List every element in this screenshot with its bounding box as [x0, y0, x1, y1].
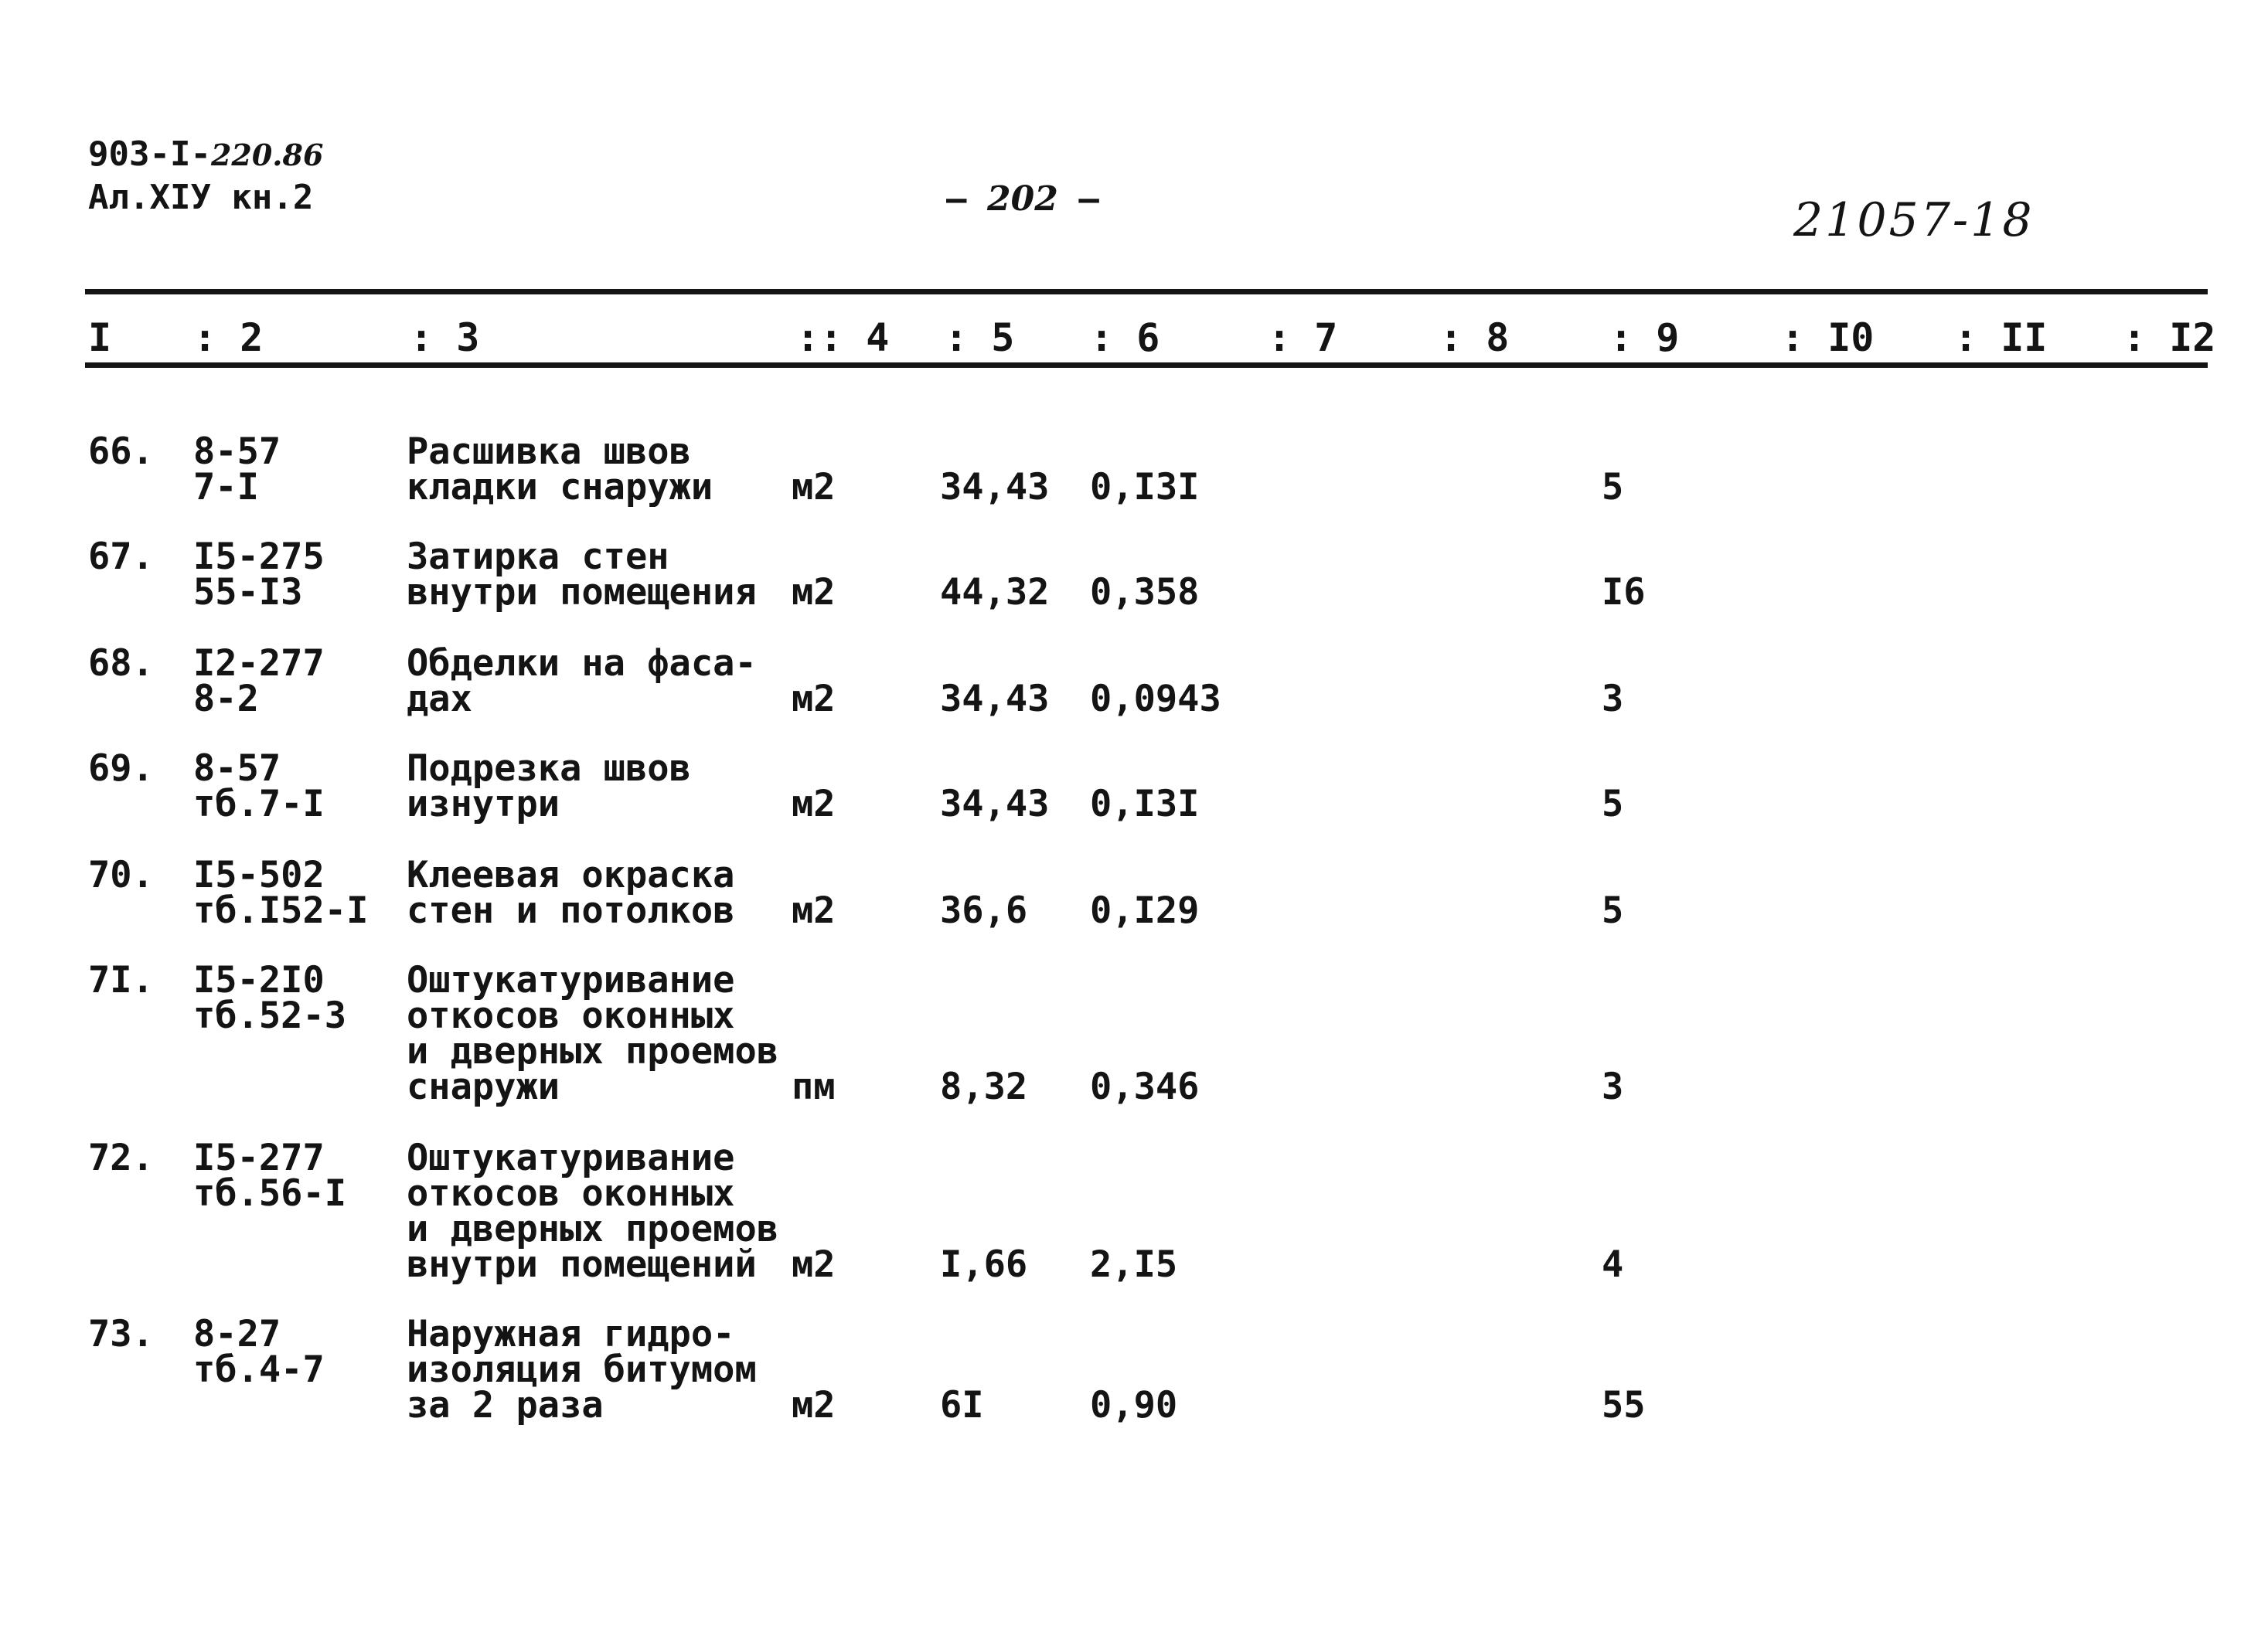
page-number: – 202 –	[946, 179, 1099, 219]
quantity: 36,6	[940, 889, 1028, 932]
unit: м2	[792, 889, 836, 932]
header-rule-top	[85, 289, 2208, 294]
column-header: : I2	[2123, 315, 2216, 360]
column-header: : 9	[1609, 315, 1680, 360]
work-description: Оштукатуривание откосов оконных и дверных проемов внутри помещений	[407, 1137, 779, 1286]
unit: м2	[792, 678, 836, 720]
row-number: 70.	[88, 854, 154, 896]
norm-value: 0,I3I	[1090, 466, 1200, 508]
document-code-handwritten: 220.86	[210, 138, 324, 172]
unit: м2	[792, 571, 836, 614]
row-number: 68.	[88, 642, 154, 685]
column-9-value: 5	[1602, 783, 1624, 825]
column-header: : 6	[1090, 315, 1160, 360]
unit: м2	[792, 783, 836, 825]
column-9-value: 3	[1602, 1066, 1624, 1108]
norm-value: 0,346	[1090, 1066, 1200, 1108]
work-description: Обделки на фаса- дах	[407, 642, 757, 720]
column-9-value: 4	[1602, 1243, 1624, 1286]
unit: м2	[792, 1243, 836, 1286]
norm-value: 0,I29	[1090, 889, 1200, 932]
norm-value: 2,I5	[1090, 1243, 1178, 1286]
quantity: 34,43	[940, 466, 1050, 508]
sheet-reference: Ал.XIУ кн.2	[88, 178, 314, 217]
work-description: Затирка стен внутри помещения	[407, 536, 757, 614]
quantity: I,66	[940, 1243, 1028, 1286]
column-9-value: 5	[1602, 889, 1624, 932]
norm-reference: 8-57 тб.7-I	[193, 747, 325, 825]
norm-reference: I5-277 тб.56-I	[193, 1137, 347, 1215]
norm-reference: I5-275 55-I3	[193, 536, 325, 614]
column-header: : 3	[410, 315, 480, 360]
page-number-value: 202	[986, 179, 1058, 219]
norm-value: 0,358	[1090, 571, 1200, 614]
column-header: : II	[1954, 315, 2048, 360]
norm-reference: I5-502 тб.I52-I	[193, 854, 369, 932]
column-header: I	[88, 315, 112, 360]
row-number: 69.	[88, 747, 154, 790]
document-code	[88, 134, 324, 174]
work-description: Оштукатуривание откосов оконных и дверных проемов снаружи	[407, 959, 779, 1108]
quantity: 8,32	[940, 1066, 1028, 1108]
document-code-prefix: 903-I-	[88, 134, 211, 174]
unit: пм	[792, 1066, 836, 1108]
column-9-value: 3	[1602, 678, 1624, 720]
quantity: 34,43	[940, 678, 1050, 720]
quantity: 34,43	[940, 783, 1050, 825]
norm-reference: 8-27 тб.4-7	[193, 1313, 325, 1391]
row-number: 67.	[88, 536, 154, 578]
column-header: : 5	[945, 315, 1015, 360]
norm-value: 0,I3I	[1090, 783, 1200, 825]
work-description: Клеевая окраска стен и потолков	[407, 854, 735, 932]
row-number: 7I.	[88, 959, 154, 1002]
norm-reference: I2-277 8-2	[193, 642, 325, 720]
header-rule-bottom	[85, 362, 2208, 368]
column-9-value: 5	[1602, 466, 1624, 508]
column-header: : 7	[1268, 315, 1338, 360]
column-header: : I0	[1781, 315, 1875, 360]
norm-value: 0,0943	[1090, 678, 1221, 720]
quantity: 6I	[940, 1384, 984, 1427]
row-number: 73.	[88, 1313, 154, 1355]
handwritten-stamp-number: 21057-18	[1793, 193, 2035, 247]
work-description: Подрезка швов изнутри	[407, 747, 691, 825]
row-number: 72.	[88, 1137, 154, 1179]
column-9-value: I6	[1602, 571, 1646, 614]
norm-reference: I5-2I0 тб.52-3	[193, 959, 347, 1037]
work-description: Наружная гидро- изоляция битумом за 2 раза	[407, 1313, 757, 1427]
column-9-value: 55	[1602, 1384, 1646, 1427]
unit: м2	[792, 1384, 836, 1427]
norm-reference: 8-57 7-I	[193, 430, 281, 508]
column-header: : 2	[193, 315, 264, 360]
work-description: Расшивка швов кладки снаружи	[407, 430, 713, 508]
quantity: 44,32	[940, 571, 1050, 614]
unit: м2	[792, 466, 836, 508]
row-number: 66.	[88, 430, 154, 473]
column-header: :: 4	[796, 315, 890, 360]
column-header: : 8	[1439, 315, 1510, 360]
norm-value: 0,90	[1090, 1384, 1178, 1427]
